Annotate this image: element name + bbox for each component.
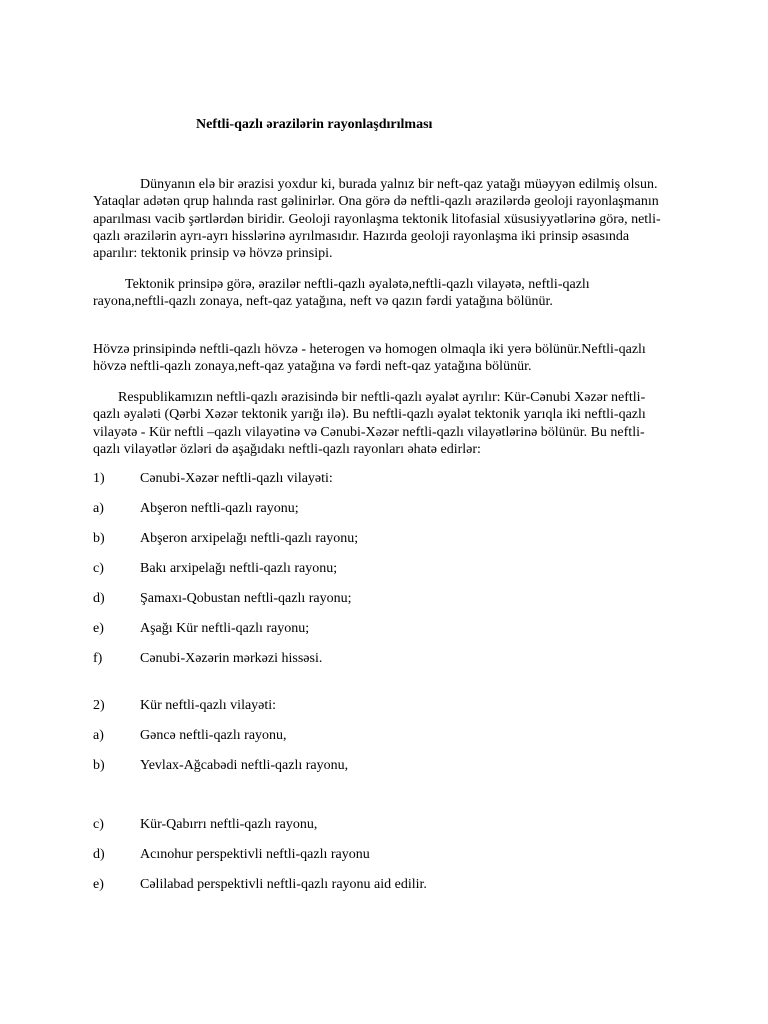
list-item-text: Cənubi-Xəzərin mərkəzi hissəsi.	[140, 651, 323, 666]
paragraph-line: qazlı əyaləti (Qərbi Xəzər tektonik yarığı ilə). Bu neftli-qazlı əyalət tektonik yarıqla iki neftli-qazlı	[93, 407, 646, 423]
paragraph-line: Dünyanın elə bir ərazisi yoxdur ki, burada yalnız bir neft-qaz yatağı müəyyən edilmiş olsun.	[140, 177, 658, 192]
list-item-number: f)	[93, 651, 103, 666]
list-item-text: Aşağı Kür neftli-qazlı rayonu;	[140, 621, 310, 636]
paragraph-line: vilayətə - Kür neftli –qazlı vilayətinə və Cənubi-Xəzər neftli-qazlı vilayətlərinə bölünür. Bu neftli-	[93, 424, 645, 440]
paragraph-line: rayona,neftli-qazlı zonaya, neft-qaz yatağına, neft və qazın fərdi yatağına bölünür.	[93, 294, 553, 310]
list-item-text: Cəlilabad perspektivli neftli-qazlı rayonu aid edilir.	[140, 877, 427, 892]
list-item-text: Abşeron arxipelağı neftli-qazlı rayonu;	[140, 531, 359, 546]
list-item-text: Cənubi-Xəzər neftli-qazlı vilayəti:	[140, 471, 333, 486]
paragraph-intro	[93, 176, 678, 262]
list-item-number: 1)	[93, 471, 105, 486]
list-item-number: e)	[93, 877, 104, 892]
paragraph-line: qazlı vilayətlər özləri də aşağıdakı neftli-qazlı rayonları əhatə edirlər:	[93, 441, 481, 457]
document-title: Neftli-qazlı ərazilərin rayonlaşdırılması	[196, 117, 433, 132]
list-item-text: Yevlax-Ağcabədi neftli-qazlı rayonu,	[140, 758, 349, 773]
paragraph-line: Hövzə prinsipində neftli-qazlı hövzə - heterogen və homogen olmaqla iki yerə bölünür.Neftli-qazlı	[93, 342, 646, 357]
list-item-text: Kür-Qabırrı neftli-qazlı rayonu,	[140, 817, 318, 832]
paragraph-basin	[93, 341, 678, 376]
list-item-text: Gəncə neftli-qazlı rayonu,	[140, 728, 287, 743]
paragraph-line: Tektonik prinsipə görə, ərazilər neftli-qazlı əyalətə,neftli-qazlı vilayətə, neftli-qazlı	[125, 277, 590, 292]
list-item-number: a)	[93, 501, 104, 516]
list-item-text: Bakı arxipelağı neftli-qazlı rayonu;	[140, 561, 338, 576]
paragraph-line: qazlı ərazilərin ayrı-ayrı hisslərinə ayrılmasıdır. Hazırda geoloji rayonlaşma iki prinsip əsasında	[93, 228, 630, 244]
list-item-number: e)	[93, 621, 104, 636]
paragraph-line: aparılması vacib şərtlərdən biridir. Geoloji rayonlaşma tektonik litofasial xüsusiyyətlərinə görə, netli-	[93, 211, 661, 227]
list-item-text: Abşeron neftli-qazlı rayonu;	[140, 501, 299, 516]
paragraph-line: aparılır: tektonik prinsip və hövzə prinsipi.	[93, 246, 333, 262]
list-item-number: d)	[93, 591, 105, 606]
list-item-number: d)	[93, 847, 105, 862]
paragraph-tectonic	[93, 276, 678, 311]
paragraph-republic	[93, 389, 678, 458]
list-item-number: c)	[93, 817, 104, 832]
list-item-number: b)	[93, 758, 105, 773]
list-item-number: 2)	[93, 698, 105, 713]
list-item-number: a)	[93, 728, 104, 743]
paragraph-line: hövzə neftli-qazlı zonaya,neft-qaz yatağına və fərdi neft-qaz yatağına bölünür.	[93, 359, 532, 375]
paragraph-line: Respublikamızın neftli-qazlı ərazisində bir neftli-qazlı əyalət ayrılır: Kür-Cənubi Xəzər neftli-	[118, 390, 646, 405]
list-item-number: c)	[93, 561, 104, 576]
paragraph-line: Yataqlar adətən qrup halında rast gəlinirlər. Ona görə də neftli-qazlı ərazilərdə geoloji rayonlaşmanın	[93, 194, 659, 210]
list-item-number: b)	[93, 531, 105, 546]
list-item-text: Kür neftli-qazlı vilayəti:	[140, 698, 277, 713]
list-item-text: Şamaxı-Qobustan neftli-qazlı rayonu;	[140, 591, 352, 606]
list-item-text: Acınohur perspektivli neftli-qazlı rayonu	[140, 847, 370, 862]
